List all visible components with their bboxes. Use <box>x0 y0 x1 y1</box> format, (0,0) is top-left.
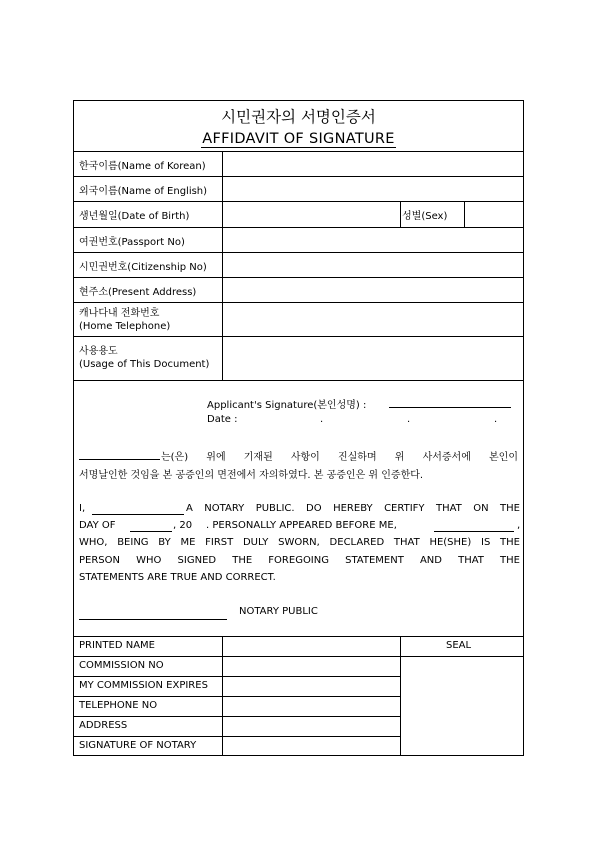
label-telephone-no: TELEPHONE NO <box>79 700 158 711</box>
address-field[interactable] <box>223 278 523 302</box>
title-english-wrap <box>74 131 523 147</box>
label-address: 현주소(Present Address) <box>79 287 197 298</box>
english-statement-line4: PERSON WHO SIGNED THE FOREGOING STATEMENT AND THAT THE <box>79 555 520 566</box>
date-label: Date : <box>207 414 238 425</box>
label-birth-date: 생년월일(Date of Birth) <box>79 211 190 222</box>
label-commission-expires: MY COMMISSION EXPIRES <box>79 680 208 691</box>
label-notary-signature: SIGNATURE OF NOTARY <box>79 740 197 751</box>
label-sex: 성별(Sex) <box>402 211 448 222</box>
notary-name-blank[interactable] <box>92 514 184 515</box>
printed-name-field[interactable] <box>223 637 400 656</box>
name-korean-field[interactable] <box>223 152 523 176</box>
label-seal: SEAL <box>446 640 472 651</box>
english-statement-line5: STATEMENTS ARE TRUE AND CORRECT. <box>79 572 276 583</box>
usage-field[interactable] <box>223 337 523 380</box>
english-statement-line1: A NOTARY PUBLIC. DO HEREBY CERTIFY THAT ON THE <box>186 503 520 514</box>
birth-date-field[interactable] <box>223 202 400 227</box>
label-citizenship: 시민권번호(Citizenship No) <box>79 262 207 273</box>
label-passport: 여권번호(Passport No) <box>79 237 185 248</box>
label-address-notary: ADDRESS <box>79 720 128 731</box>
english-statement-year: , 20 <box>173 520 193 531</box>
label-phone-korean: 캐나다내 전화번호 <box>79 308 160 319</box>
korean-statement-prefix: 는(은) <box>161 452 189 463</box>
label-printed-name: PRINTED NAME <box>79 640 155 651</box>
column-divider <box>400 201 401 227</box>
date-separator: . <box>320 414 324 425</box>
name-english-field[interactable] <box>223 177 523 201</box>
name-blank-line[interactable] <box>79 459 160 460</box>
form-title <box>74 101 523 151</box>
citizenship-field[interactable] <box>223 253 523 277</box>
label-name-korean: 한국이름(Name of Korean) <box>79 161 206 172</box>
english-statement-appeared: . PERSONALLY APPEARED BEFORE ME, <box>206 520 397 531</box>
appearer-blank[interactable] <box>434 531 514 532</box>
english-statement-comma: , <box>517 520 521 531</box>
date-separator: . <box>494 414 498 425</box>
label-usage-korean: 사용용도 <box>79 346 118 357</box>
commission-no-field[interactable] <box>223 657 400 676</box>
english-statement-line3: WHO, BEING BY ME FIRST DULY SWORN, DECLARED THAT HE(SHE) IS THE <box>79 537 520 548</box>
korean-statement-line1 <box>161 448 518 463</box>
applicant-signature-label: Applicant's Signature(본인성명) : <box>207 400 367 411</box>
notary-public-label: NOTARY PUBLIC <box>239 606 318 617</box>
commission-expires-field[interactable] <box>223 677 400 696</box>
telephone-no-field[interactable] <box>223 697 400 716</box>
korean-statement-rest: 위에 기재된 사항이 진실하며 위 사서증서에 본인이 <box>206 452 518 463</box>
day-blank[interactable] <box>130 531 172 532</box>
label-name-english: 외국이름(Name of English) <box>79 186 208 197</box>
notary-signature-field[interactable] <box>223 737 400 756</box>
address-notary-field[interactable] <box>223 717 400 736</box>
title-english: AFFIDAVIT OF SIGNATURE <box>202 131 395 147</box>
english-statement-dayof: DAY OF <box>79 520 116 531</box>
affidavit-form <box>73 100 524 756</box>
seal-area[interactable] <box>401 657 523 756</box>
english-statement-i: I, <box>79 503 86 514</box>
date-separator: . <box>407 414 411 425</box>
notary-signature-line[interactable] <box>79 619 227 620</box>
sex-field[interactable] <box>465 202 523 227</box>
phone-field[interactable] <box>223 303 523 336</box>
label-usage-english: (Usage of This Document) <box>79 359 210 370</box>
title-korean: 시민권자의 서명인증서 <box>221 108 376 126</box>
passport-field[interactable] <box>223 228 523 252</box>
row-divider <box>74 380 523 381</box>
applicant-signature-line[interactable] <box>389 407 511 408</box>
korean-statement-line2: 서명날인한 것임을 본 공증인의 면전에서 자의하였다. 본 공증인은 위 인증한다. <box>79 470 424 481</box>
label-commission-no: COMMISSION NO <box>79 660 164 671</box>
label-phone-english: (Home Telephone) <box>79 321 171 332</box>
